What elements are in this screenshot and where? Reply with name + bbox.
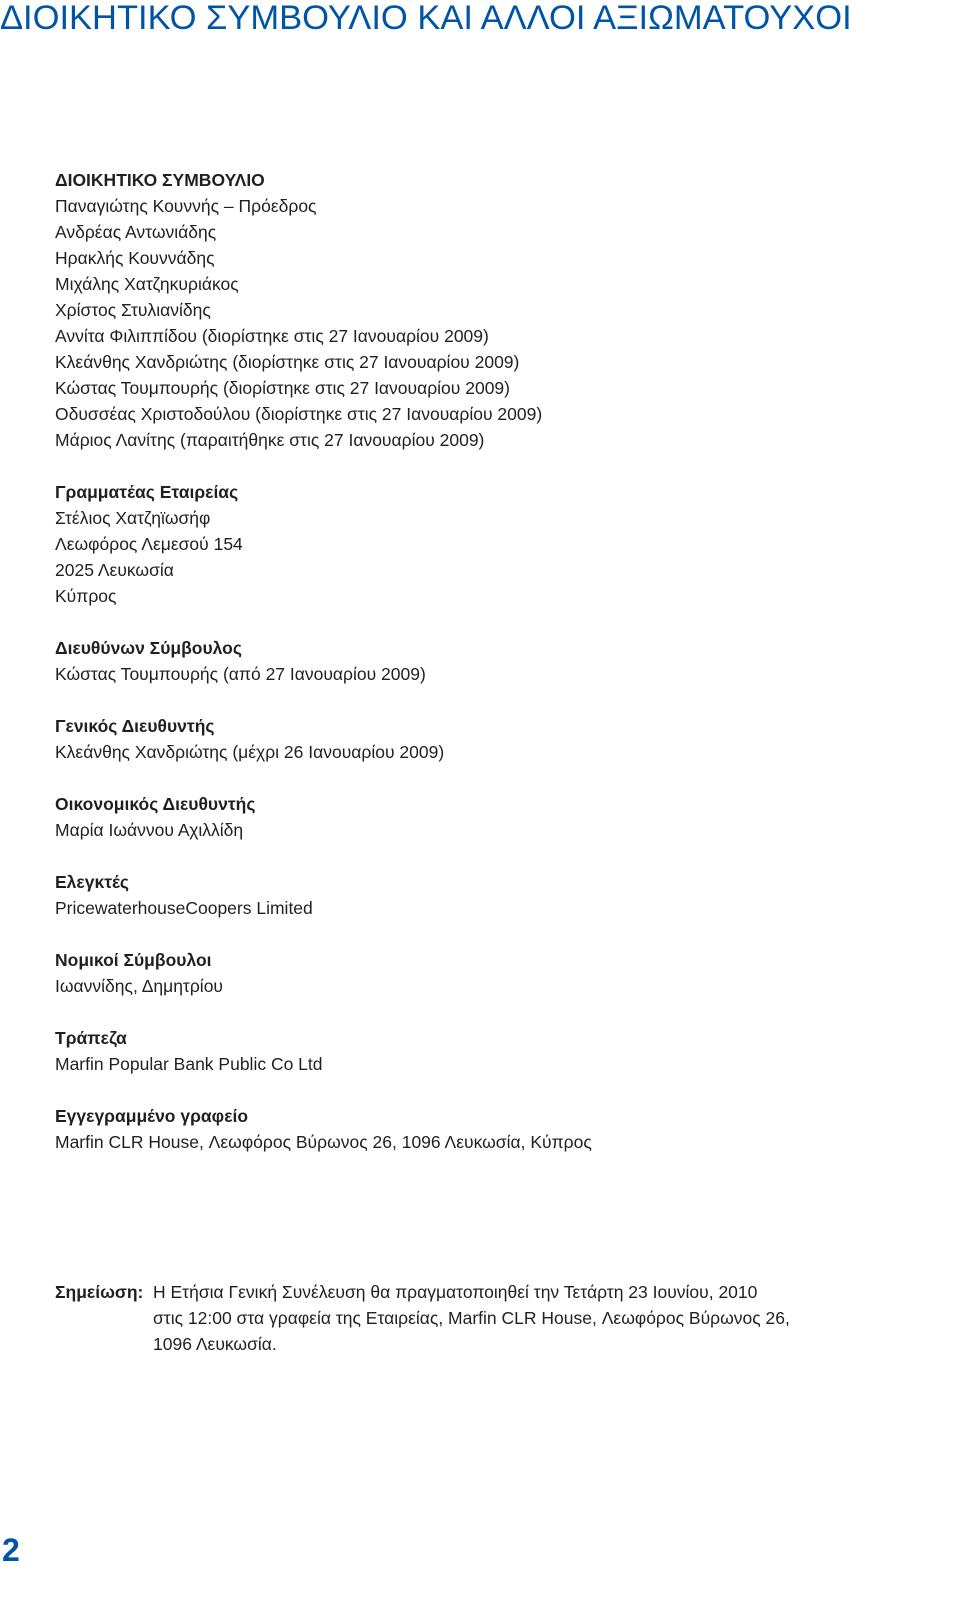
section-heading: Εγγεγραμμένο γραφείο: [55, 1106, 249, 1126]
section-heading: Οικονομικός Διευθυντής: [55, 794, 256, 814]
list-item: Μαρία Ιωάννου Αχιλλίδη: [55, 820, 244, 840]
section-bank: [55, 1025, 935, 1077]
list-item: Χρίστος Στυλιανίδης: [55, 300, 211, 320]
page-title: ΔΙΟΙΚΗΤΙΚΟ ΣΥΜΒΟΥΛΙΟ ΚΑΙ ΑΛΛΟΙ ΑΞΙΩΜΑΤΟΥΧΟΙ: [0, 0, 852, 37]
note-line: στις 12:00 στα γραφεία της Εταιρείας, Marfin CLR House, Λεωφόρος Βύρωνος 26,: [153, 1308, 790, 1328]
list-item: Ηρακλής Κουννάδης: [55, 248, 215, 268]
section-board-of-directors: [55, 167, 935, 453]
list-item: Κύπρος: [55, 586, 117, 606]
list-item: Ιωαννίδης, Δημητρίου: [55, 976, 223, 996]
section-general-manager: [55, 713, 935, 765]
note-line: 1096 Λευκωσία.: [153, 1334, 277, 1354]
list-item: PricewaterhouseCoopers Limited: [55, 898, 313, 918]
section-managing-director: [55, 635, 935, 687]
section-heading: Ελεγκτές: [55, 872, 130, 892]
list-item: Marfin Popular Bank Public Co Ltd: [55, 1054, 323, 1074]
section-heading: ΔΙΟΙΚΗΤΙΚΟ ΣΥΜΒΟΥΛΙΟ: [55, 170, 265, 190]
section-heading: Νομικοί Σύμβουλοι: [55, 950, 212, 970]
list-item: Αννίτα Φιλιππίδου (διορίστηκε στις 27 Ιανουαρίου 2009): [55, 326, 489, 346]
list-item: Κλεάνθης Χανδριώτης (μέχρι 26 Ιανουαρίου 2009): [55, 742, 445, 762]
list-item: Μιχάλης Χατζηκυριάκος: [55, 274, 239, 294]
note-label: Σημείωση:: [55, 1282, 144, 1302]
section-financial-director: [55, 791, 935, 843]
list-item: Οδυσσέας Χριστοδούλου (διορίστηκε στις 27 Ιανουαρίου 2009): [55, 404, 543, 424]
section-heading: Γραμματέας Εταιρείας: [55, 482, 239, 502]
officers-list: [55, 167, 935, 1181]
list-item: Κώστας Τουμπουρής (από 27 Ιανουαρίου 2009): [55, 664, 426, 684]
list-item: Μάριος Λανίτης (παραιτήθηκε στις 27 Ιανουαρίου 2009): [55, 430, 485, 450]
section-heading: Τράπεζα: [55, 1028, 127, 1048]
page-number: 2: [2, 1532, 20, 1568]
list-item: Marfin CLR House, Λεωφόρος Βύρωνος 26, 1096 Λευκωσία, Κύπρος: [55, 1132, 592, 1152]
list-item: Στέλιος Χατζηϊωσήφ: [55, 508, 211, 528]
list-item: Παναγιώτης Κουννής – Πρόεδρος: [55, 196, 317, 216]
section-heading: Διευθύνων Σύμβουλος: [55, 638, 242, 658]
note-text: [153, 1279, 873, 1357]
section-registered-office: [55, 1103, 935, 1155]
note-line: Η Ετήσια Γενική Συνέλευση θα πραγματοποιηθεί την Τετάρτη 23 Ιουνίου, 2010: [153, 1282, 758, 1302]
list-item: 2025 Λευκωσία: [55, 560, 174, 580]
section-auditors: [55, 869, 935, 921]
list-item: Κώστας Τουμπουρής (διορίστηκε στις 27 Ιανουαρίου 2009): [55, 378, 510, 398]
section-legal-advisors: [55, 947, 935, 999]
section-heading: Γενικός Διευθυντής: [55, 716, 215, 736]
list-item: Ανδρέας Αντωνιάδης: [55, 222, 217, 242]
section-company-secretary: [55, 479, 935, 609]
list-item: Λεωφόρος Λεμεσού 154: [55, 534, 243, 554]
list-item: Κλεάνθης Χανδριώτης (διορίστηκε στις 27 Ιανουαρίου 2009): [55, 352, 520, 372]
